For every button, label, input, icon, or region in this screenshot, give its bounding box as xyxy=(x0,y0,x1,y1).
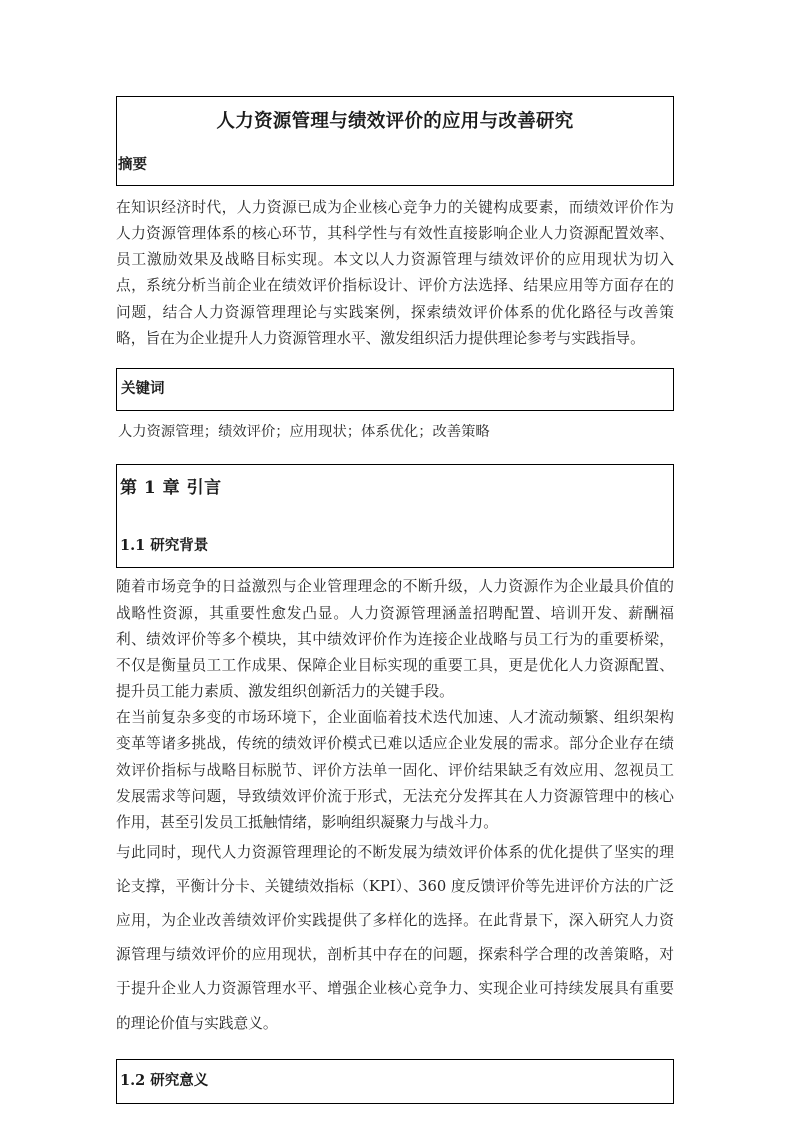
section-heading-1-2: 1.2 研究意义 xyxy=(120,1071,209,1089)
paragraph-1-1-3: 与此同时，现代人力资源管理理论的不断发展为绩效评价体系的优化提供了坚实的理论支撑，平衡计分卡、关键绩效指标（KPI）、360 度反馈评价等先进评价方法的广泛应用，为企业改善绩效评价实践提供了多样化的选择。在此背景下，深入研究人力资源管理与绩效评价的应用现状，剖析其中存在的问题，探索科学合理的改善策略，对于提升企业人力资源管理水平、增强企业核心竞争力、实现企业可持续发展具有重要的理论价值与实践意义。 xyxy=(116,844,674,1032)
chapter-heading-box xyxy=(116,464,674,569)
title-abstract-box xyxy=(116,96,674,186)
keywords-heading: 关键词 xyxy=(121,379,165,397)
chapter-title: 第 1 章 引言 xyxy=(120,477,222,498)
paragraph-1-1-2: 在当前复杂多变的市场环境下，企业面临着技术迭代加速、人才流动频繁、组织架构变革等诸多挑战，传统的绩效评价模式已难以适应企业发展的需求。部分企业存在绩效评价指标与战略目标脱节、评价方法单一固化、评价结果缺乏有效应用、忽视员工发展需求等问题，导致绩效评价流于形式，无法充分发挥其在人力资源管理中的核心作用，甚至引发员工抵触情绪，影响组织凝聚力与战斗力。 xyxy=(116,709,674,831)
section-1-1-body xyxy=(116,568,674,1040)
keywords-list: 人力资源管理；绩效评价；应用现状；体系优化；改善策略 xyxy=(118,423,490,440)
abstract-heading: 摘要 xyxy=(118,156,147,174)
abstract-body-block xyxy=(116,186,674,352)
section-heading-1-1: 1.1 研究背景 xyxy=(120,536,209,554)
keywords-box xyxy=(116,368,674,411)
page-title: 人力资源管理与绩效评价的应用与改善研究 xyxy=(216,111,574,132)
document-content-column xyxy=(116,96,674,1104)
abstract-paragraph: 在知识经济时代，人力资源已成为企业核心竞争力的关键构成要素，而绩效评价作为人力资源管理体系的核心环节，其科学性与有效性直接影响企业人力资源配置效率、员工激励效果及战略目标实现。本文以人力资源管理与绩效评价的应用现状为切入点，系统分析当前企业在绩效评价指标设计、评价方法选择、结果应用等方面存在的问题，结合人力资源管理理论与实践案例，探索绩效评价体系的优化路径与改善策略，旨在为企业提升人力资源管理水平、激发组织活力提供理论参考与实践指导。 xyxy=(116,198,674,347)
section-heading-box-1-2 xyxy=(116,1059,674,1104)
paragraph-1-1-1: 随着市场竞争的日益激烈与企业管理理念的不断升级，人力资源作为企业最具价值的战略性资源，其重要性愈发凸显。人力资源管理涵盖招聘配置、培训开发、薪酬福利、绩效评价等多个模块，其中绩效评价作为连接企业战略与员工行为的重要桥梁，不仅是衡量员工工作成果、保障企业目标实现的重要工具，更是优化人力资源配置、提升员工能力素质、激发组织创新活力的关键手段。 xyxy=(116,578,674,701)
